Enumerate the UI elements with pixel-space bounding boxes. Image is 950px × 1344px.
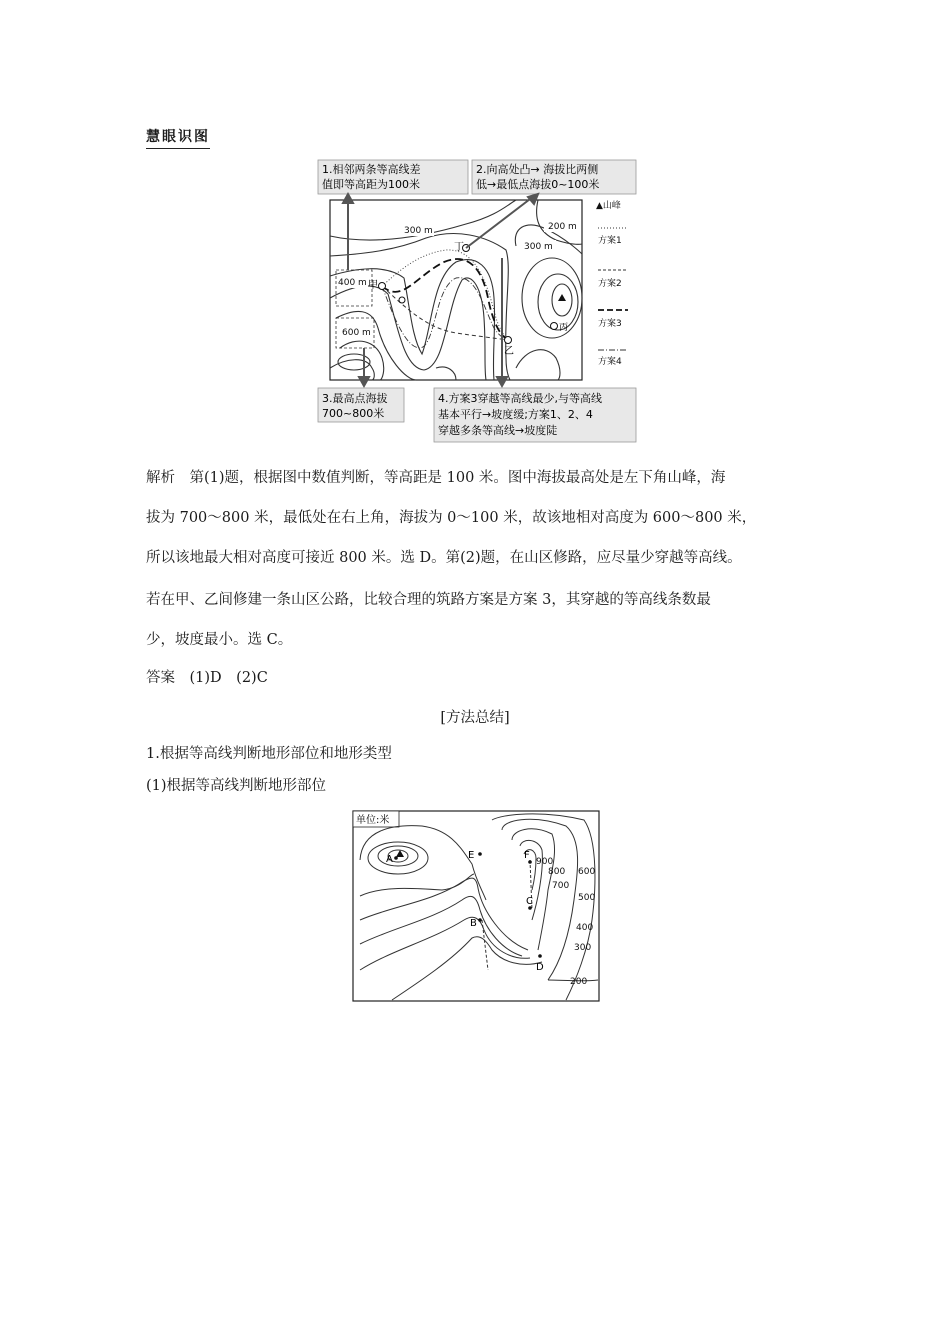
contour-label-600: 600 m bbox=[342, 328, 371, 338]
heading-2: (1)根据等高线判断地形部位 bbox=[146, 778, 327, 794]
callout-1-line2: 值即等高距为100米 bbox=[322, 178, 420, 191]
explanation-line-1: 解析 第(1)题，根据图中数值判断，等高距是 100 米。图中海拔最高处是左下角山峰，海 bbox=[146, 470, 726, 486]
callout-3-line2: 700~800米 bbox=[322, 407, 385, 420]
point-jia-marker bbox=[379, 283, 386, 290]
method-summary-heading: [方法总结] bbox=[440, 710, 510, 726]
legend-plan1: 方案1 bbox=[598, 236, 622, 246]
point-d-marker bbox=[538, 954, 542, 958]
callout-1-line1: 1.相邻两条等高线差 bbox=[322, 163, 421, 176]
point-b-marker bbox=[478, 918, 482, 922]
contour-value-500: 500 bbox=[578, 893, 596, 903]
unit-label: 单位:米 bbox=[356, 815, 390, 826]
callout-4-line3: 穿越多条等高线→坡度陡 bbox=[438, 424, 558, 437]
heading-1: 1.根据等高线判断地形部位和地形类型 bbox=[146, 746, 392, 762]
contour-value-800: 800 bbox=[548, 867, 566, 877]
callout-2-line1: 2.向高处凸→ 海拔比两侧 bbox=[476, 163, 599, 176]
point-jia-label: 甲 bbox=[368, 280, 378, 291]
point-a-label: A bbox=[386, 854, 393, 865]
point-a-marker bbox=[394, 856, 398, 860]
explanation-line-5: 少，坡度最小。选 C。 bbox=[146, 632, 293, 648]
map2-frame bbox=[353, 811, 599, 1001]
contour-value-300: 300 bbox=[574, 943, 592, 953]
point-d-label: D bbox=[536, 962, 544, 973]
contour-value-400: 400 bbox=[576, 923, 594, 933]
point-yi-marker bbox=[505, 337, 512, 344]
point-ding-label: 丁 bbox=[454, 242, 464, 253]
contour-value-200: 200 bbox=[570, 977, 588, 987]
contour-value-600: 600 bbox=[578, 867, 596, 877]
point-f-label: F bbox=[524, 850, 530, 861]
contour-value-700: 700 bbox=[552, 881, 570, 891]
legend-plan3: 方案3 bbox=[598, 319, 622, 329]
point-bing-label: 丙 bbox=[559, 323, 569, 333]
contour-map-figure-1 bbox=[316, 158, 638, 444]
callout-2-line2: 低→最低点海拔0~100米 bbox=[476, 178, 600, 191]
legend-plan4: 方案4 bbox=[598, 357, 622, 367]
point-e-marker bbox=[478, 852, 482, 856]
legend-peak: ▲山峰 bbox=[596, 201, 621, 211]
point-c-label: C bbox=[526, 896, 533, 907]
callout-3-line1: 3.最高点海拔 bbox=[322, 392, 388, 405]
point-bing-marker bbox=[551, 323, 558, 330]
callout-4-line2: 基本平行→坡度缓;方案1、2、4 bbox=[438, 408, 593, 421]
section-title: 慧眼识图 bbox=[146, 126, 210, 149]
callout-4-line1: 4.方案3穿越等高线最少,与等高线 bbox=[438, 392, 602, 405]
point-yi-label: 乙 bbox=[504, 346, 514, 357]
contour-label-200: 200 m bbox=[548, 222, 577, 232]
legend-plan2: 方案2 bbox=[598, 279, 622, 289]
explanation-line-4: 若在甲、乙间修建一条山区公路，比较合理的筑路方案是方案 3，其穿越的等高线条数最 bbox=[146, 592, 711, 608]
legend bbox=[596, 199, 628, 367]
contour-label-300-top: 300 m bbox=[404, 226, 433, 236]
contour-label-300-right: 300 m bbox=[524, 242, 553, 252]
answer-line: 答案 (1)D (2)C bbox=[146, 670, 268, 686]
explanation-line-3: 所以该地最大相对高度可接近 800 米。选 D。第(2)题，在山区修路，应尽量少穿越等高线。 bbox=[146, 550, 742, 566]
bend-marker bbox=[399, 297, 405, 303]
point-b-label: B bbox=[470, 918, 477, 929]
explanation-line-2: 拔为 700～800 米，最低处在右上角，海拔为 0～100 米，故该地相对高度为 600～800 米， bbox=[146, 510, 757, 526]
contour-label-400: 400 m bbox=[338, 278, 367, 288]
point-e-label: E bbox=[468, 850, 475, 861]
contour-map-figure-2 bbox=[352, 810, 600, 1002]
contour-value-900: 900 bbox=[536, 857, 554, 867]
